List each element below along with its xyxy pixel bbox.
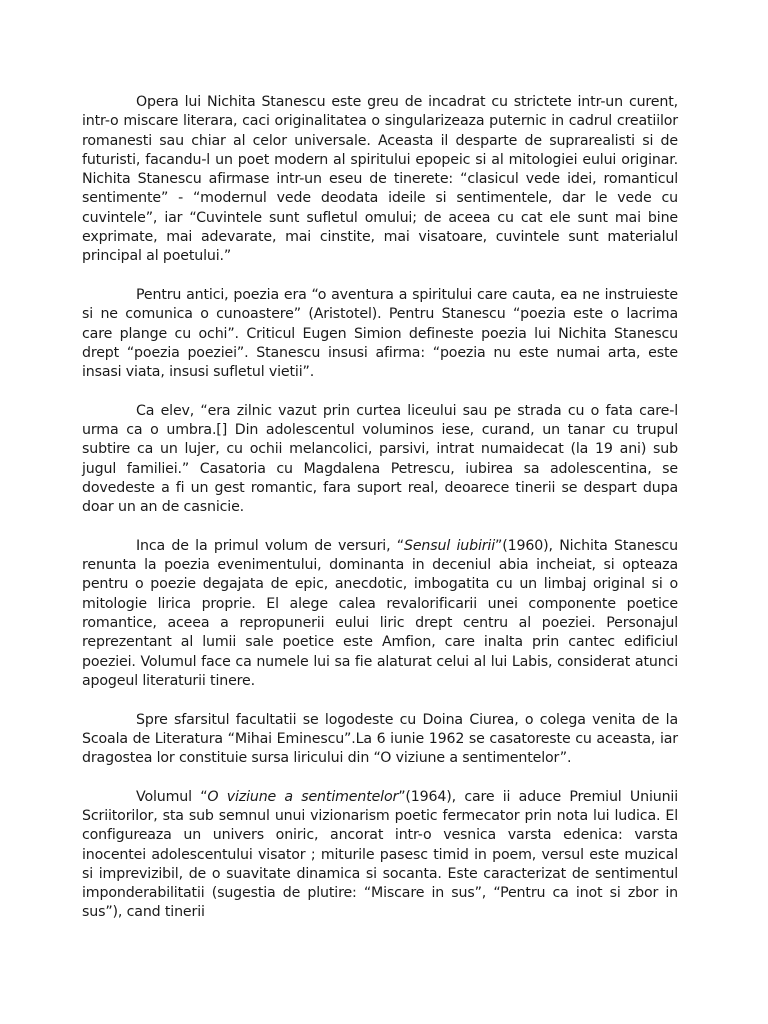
paragraph-3 [82,402,678,518]
paragraph-3-text: Ca elev, “era zilnic vazut prin curtea liceului sau pe strada cu o fata care-l urma ca o umbra.[] Din adolescentul voluminos iese, curand, un tanar cu trupul subtire ca un lujer, cu ochii melancolici, parsivi, intrat numaidecat (la 19 ani) sub jugul familiei.” Casatoria cu Magdalena Petrescu, iubirea sa adolescentina, se dovedeste a fi un gest romantic, fara suport real, deoarece tinerii se despart dupa doar un an de casnicie. [82,402,678,516]
paragraph-6-intro: Volumul “ [136,788,208,805]
paragraph-6 [82,788,678,923]
paragraph-4-rest: ”(1960), Nichita Stanescu renunta la poezia evenimentului, dominanta in deceniul abia incheiat, si opteaza pentru o poezie degajata de epic, anecdotic, imbogatita cu un limbaj original si o mitologie lirica proprie. El alege calea revalorificarii unei componente poetice romantice, aceea a repropunerii eului liric drept centru al poeziei. Personajul reprezentant al lumii sale poetice este Amfion, care inalta prin cantec edificiul poeziei. Volumul face ca numele lui sa fie alaturat celui al lui Labis, considerat atunci apogeul literaturii tinere. [82,537,679,689]
paragraph-2-text: Pentru antici, poezia era “o aventura a spiritului care cauta, ea ne instruieste si ne comunica o cunoastere” (Aristotel). Pentru Stanescu “poezia este o lacrima care plange cu ochi”. Criticul Eugen Simion defineste poezia lui Nichita Stanescu drept “poezia poeziei”. Stanescu insusi afirma: “poezia nu este numai arta, este insasi viata, insusi sufletul vietii”. [82,286,678,381]
paragraph-5-text: Spre sfarsitul facultatii se logodeste cu Doina Ciurea, o colega venita de la Scoala de Literatura “Mihai Eminescu”.La 6 iunie 1962 se casatoreste cu aceasta, iar dragostea lor constituie sursa liricului din “O viziune a sentimentelor”. [82,711,678,767]
book-title-sensul-iubirii: Sensul iubirii [403,537,496,554]
paragraph-6-rest: ”(1964), care ii aduce Premiul Uniunii Scriitorilor, sta sub semnul unui vizionarism poetic fermecator prin nota lui ludica. El configureaza un univers oniric, ancorat intr-o vesnica varsta edenica: varsta inocentei adolescentului visator ; miturile pasesc timid in poem, versul este muzical si imprevizibil, de o suavitate dinamica si socanta. Este caracterizat de sentimentul imponderabilitatii (sugestia de plutire: “Miscare in sus”, “Pentru ca inot si zbor in sus”), cand tinerii [82,788,679,921]
paragraph-4-intro: Inca de la primul volum de versuri, “ [136,537,404,554]
paragraph-5 [82,711,678,769]
book-title-o-viziune: O viziune a sentimentelor [207,788,399,805]
document-body [82,93,678,942]
paragraph-4 [82,537,678,691]
paragraph-2 [82,286,678,382]
paragraph-1-text: Opera lui Nichita Stanescu este greu de incadrat cu strictete intr-un curent, intr-o miscare literara, caci originalitatea o singularizeaza puternic in cadrul creatiilor romanesti sau chiar al celor universale. Aceasta il desparte de suprarealisti si de futuristi, facandu-l un poet modern al spiritului epopeic si al mitologiei eului originar. Nichita Stanescu afirmase intr-un eseu de tinerete: “clasicul vede idei, romanticul sentimente” - “modernul vede deodata ideile si sentimentele, dar le vede cu cuvintele”, iar “Cuvintele sunt sufletul omului; de aceea cu cat ele sunt mai bine exprimate, mai adevarate, mai cinstite, mai visatoare, cuvintele sunt materialul principal al poetului.” [82,94,678,265]
paragraph-1 [82,93,678,267]
